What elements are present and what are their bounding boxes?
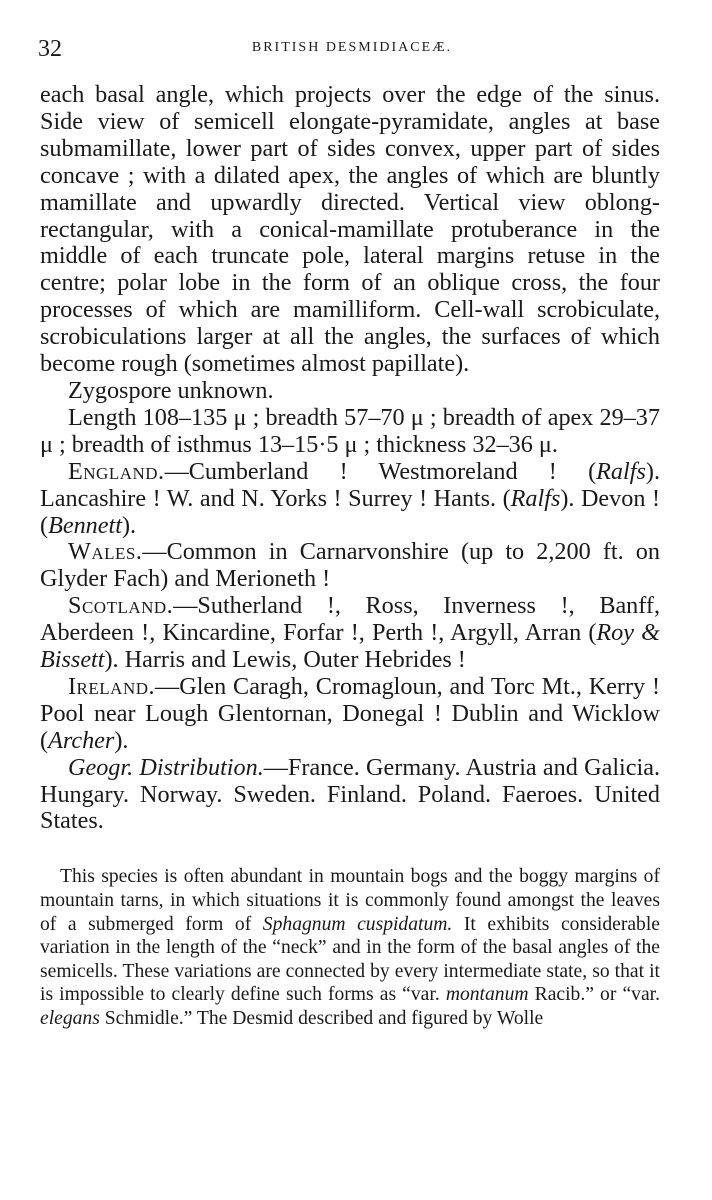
ralfs-citation: Ralfs (596, 457, 646, 485)
england-localities (40, 459, 660, 540)
scotland-localities (40, 593, 660, 674)
zygospore-paragraph: Zygospore unknown. (68, 376, 274, 404)
ireland-label: Ireland. (68, 672, 156, 700)
scotland-label: Scotland. (68, 592, 174, 620)
bennett-citation: Bennett (48, 511, 122, 539)
page-number: 32 (38, 36, 62, 62)
england-text-b: ). Lancashire ! W. and N. Yorks ! Surrey ! Hants. ( (40, 457, 660, 512)
main-text (40, 82, 660, 1031)
ireland-localities (40, 674, 660, 755)
scotland-text-b: ). Harris and Lewis, Outer Hebrides ! (104, 646, 466, 674)
note-text-a: This species is often abundant in mountain bogs and the boggy margins of mountain tarns, in which situations it is commonly found amongst the leaves of a submerged form of (40, 866, 660, 935)
note-text-b: It exhibits considerable variation in the length of the “neck” and in the form of the basal angles of the semicells. These variations are connected by every intermediate state, so that it is impossible to clearly define such forms as “var. (40, 913, 660, 1006)
running-title: BRITISH DESMIDIACEÆ. (251, 40, 453, 55)
elegans-name: elegans (40, 1007, 100, 1029)
distribution-paragraph (40, 755, 660, 836)
archer-citation: Archer (48, 726, 115, 754)
sphagnum-name: Sphagnum cuspidatum. (262, 913, 453, 935)
wales-label: Wales. (68, 538, 143, 566)
distribution-label: Geogr. Distribution. (68, 753, 264, 781)
ralfs-citation: Ralfs (510, 484, 561, 512)
distribution-text: —France. Germany. Austria and Galicia. Hungary. Norway. Sweden. Finland. Poland. Faeroes. United States. (40, 753, 660, 835)
wales-text: —Common in Carnarvonshire (up to 2,200 ft. on Glyder Fach) and Merioneth ! (40, 538, 660, 593)
dimensions-paragraph: Length 108–135 μ ; breadth 57–70 μ ; breadth of apex 29–37 μ ; breadth of isthmus 13–15·5 μ ; thickness 32–36 μ. (40, 403, 660, 458)
england-label: England. (68, 457, 165, 485)
wales-localities (40, 539, 660, 593)
scotland-text-a: —Sutherland !, Ross, Inverness !, Banff, Aberdeen !, Kincardine, Forfar !, Perth !, Argyll, Arran ( (40, 592, 660, 647)
note-text-d: Schmidle.” The Desmid described and figured by Wolle (99, 1007, 544, 1029)
montanum-name: montanum (445, 984, 529, 1006)
description-paragraph: each basal angle, which projects over the edge of the sinus. Side view of semicell elongate-pyramidate, angles at base submamillate, lower part of sides convex, upper part of sides concave ; with a dilated apex, the angles of which are bluntly mamillate and upwardly directed. Vertical view oblong-rectangular, with a conical-mamillate protuberance in the middle of each truncate pole, lateral margins retuse in the centre; polar lobe in the form of an oblique cross, the four processes of which are mamilliform. Cell-wall scrobiculate, scrobiculations larger at all the angles, the surfaces of which become rough (sometimes almost papillate). (40, 81, 660, 378)
england-text-d: ). (121, 511, 137, 539)
roy-bissett-citation: Roy & Bissett (40, 619, 660, 674)
note-text-c: Racib.” or “var. (528, 984, 660, 1006)
ireland-text-a: —Glen Caragh, Cromagloun, and Torc Mt., Kerry ! Pool near Lough Glentornan, Donegal ! Dublin and Wicklow ( (40, 672, 660, 754)
note-paragraph (40, 865, 660, 1030)
page-header (38, 36, 666, 66)
small-print-note (40, 865, 660, 1030)
england-text-a: —Cumberland ! Westmoreland ! ( (164, 457, 597, 485)
ireland-text-b: ). (114, 726, 129, 754)
england-text-c: ). Devon ! ( (40, 484, 660, 539)
